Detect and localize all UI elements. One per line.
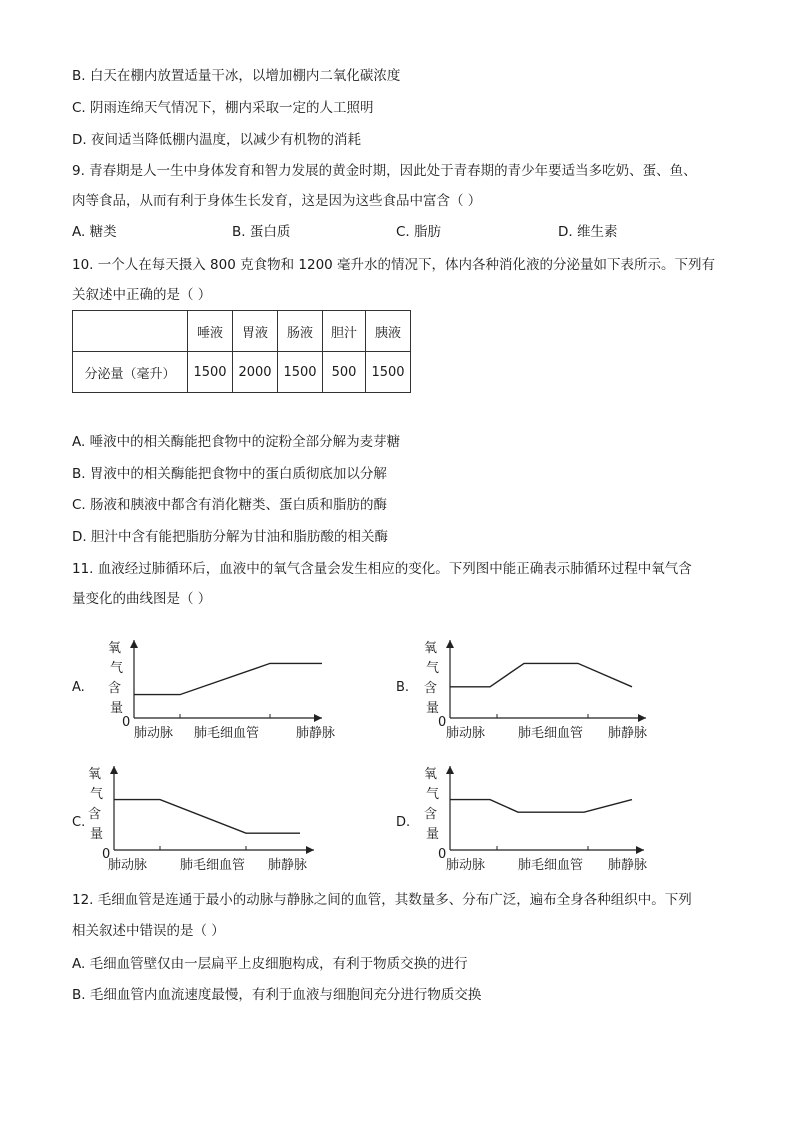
q9-options [72,223,722,241]
q9-option-a: A. 糖类 [72,224,117,240]
table-header-cell: 胃液 [233,311,278,352]
y-axis-label-char: 氧 [108,641,122,656]
table-cell: 1500 [188,352,233,393]
y-axis-label-char: 含 [88,807,102,822]
axis-arrowheads [446,766,644,854]
x-axis-label: 肺毛细血管 [518,726,584,741]
axis-arrowheads [110,766,314,854]
y-axis-label-char: 含 [108,681,122,696]
secretion-table [72,310,411,393]
q9-stem-line2: 肉等食品，从而有利于身体生长发育，这是因为这些食品中富含（ ） [72,193,482,209]
x-axis-label: 肺静脉 [296,726,336,741]
table-header-cell: 肠液 [278,311,323,352]
axes [450,766,644,850]
y-axis-label-char: 量 [90,827,104,842]
y-axis-label-char: 氧 [88,767,102,782]
q12-option-b: B. 毛细血管内血流速度最慢，有利于血液与细胞间充分进行物质交换 [72,987,482,1003]
q9-option-c: C. 脂肪 [396,224,442,240]
q10-option-a: A. 唾液中的相关酶能把食物中的淀粉全部分解为麦芽糖 [72,434,401,450]
x-axis-label: 肺毛细血管 [180,858,246,873]
table-cell: 1500 [278,352,323,393]
axes [134,640,322,718]
axis-origin-label: 0 [438,847,447,862]
q9-option-b: B. 蛋白质 [232,224,291,240]
axis-origin-label: 0 [438,715,447,730]
axes [114,766,314,850]
oxygen-curve [450,663,632,686]
q8-option-c: C. 阴雨连绵天气情况下，棚内采取一定的人工照明 [72,100,374,116]
x-axis-label: 肺毛细血管 [194,726,260,741]
axis-origin-label: 0 [122,715,131,730]
oxygen-curve [114,800,300,834]
x-axis-label: 肺动脉 [108,858,148,873]
y-axis-label-char: 含 [424,807,438,822]
q11-stem-line2: 量变化的曲线图是（ ） [72,591,212,607]
q10-option-b: B. 胃液中的相关酶能把食物中的蛋白质彻底加以分解 [72,466,387,482]
y-axis-label-char: 气 [110,661,124,676]
q10-stem-line2: 关叙述中正确的是（ ） [72,287,212,303]
y-axis-label-char: 气 [90,787,104,802]
graph-option-label: D. [396,815,411,830]
x-axis-label: 肺静脉 [608,858,648,873]
y-axis-label-char: 气 [426,787,440,802]
graph-option-label: A. [72,680,85,695]
graph-option-label: C. [72,815,86,830]
y-axis-label-char: 氧 [424,641,438,656]
axes [450,640,646,718]
oxygen-line-graph [90,762,320,904]
table-row-label: 分泌量（毫升） [73,352,188,393]
q8-option-b: B. 白天在棚内放置适量干冰，以增加棚内二氧化碳浓度 [72,68,401,84]
y-axis-label-char: 量 [110,701,124,716]
x-axis-label: 肺动脉 [446,858,486,873]
graph-option-label: B. [396,680,410,695]
oxygen-curve [450,800,632,813]
table-header-cell: 胰液 [366,311,411,352]
axis-arrowheads [446,640,646,722]
y-axis-label-char: 气 [426,661,440,676]
table-header-row [73,311,411,352]
x-axis-label: 肺静脉 [608,726,648,741]
oxygen-line-graph [100,626,336,776]
axis-origin-label: 0 [102,847,111,862]
axis-arrowheads [130,640,322,722]
x-axis-label: 肺动脉 [134,726,174,741]
q10-stem-line1: 10. 一个人在每天摄入 800 克食物和 1200 毫升水的情况下，体内各种消化液的分泌量如下表所示。下列有 [72,257,716,273]
x-axis-label: 肺静脉 [268,858,308,873]
table-row [73,352,411,393]
table-cell: 1500 [366,352,411,393]
y-axis-label-char: 量 [426,701,440,716]
oxygen-line-graph [424,626,654,776]
x-axis-label: 肺毛细血管 [518,858,584,873]
q9-stem-line1: 9. 青春期是人一生中身体发育和智力发展的黄金时期，因此处于青春期的青少年要适当多吃奶、蛋、鱼、 [72,163,697,179]
table-cell: 2000 [233,352,278,393]
table-header-cell: 胆汁 [323,311,366,352]
x-axis-label: 肺动脉 [446,726,486,741]
q9-option-d: D. 维生素 [558,224,618,240]
oxygen-line-graph [424,762,654,904]
y-axis-label-char: 量 [426,827,440,842]
y-axis-label-char: 氧 [424,767,438,782]
q10-option-d: D. 胆汁中含有能把脂肪分解为甘油和脂肪酸的相关酶 [72,529,388,545]
q10-option-c: C. 肠液和胰液中都含有消化糖类、蛋白质和脂肪的酶 [72,497,388,513]
q12-stem-line1: 12. 毛细血管是连通于最小的动脉与静脉之间的血管，其数量多、分布广泛，遍布全身各种组织中。下列 [72,892,692,908]
q12-stem-line2: 相关叙述中错误的是（ ） [72,923,225,939]
table-cell: 500 [323,352,366,393]
table-header-cell: 唾液 [188,311,233,352]
y-axis-label-char: 含 [424,681,438,696]
q12-option-a: A. 毛细血管壁仅由一层扁平上皮细胞构成，有利于物质交换的进行 [72,956,468,972]
q8-option-d: D. 夜间适当降低棚内温度，以减少有机物的消耗 [72,132,361,148]
table-header-cell [73,311,188,352]
oxygen-curve [134,663,322,694]
q11-stem-line1: 11. 血液经过肺循环后，血液中的氧气含量会发生相应的变化。下列图中能正确表示肺循环过程中氧气含 [72,561,692,577]
